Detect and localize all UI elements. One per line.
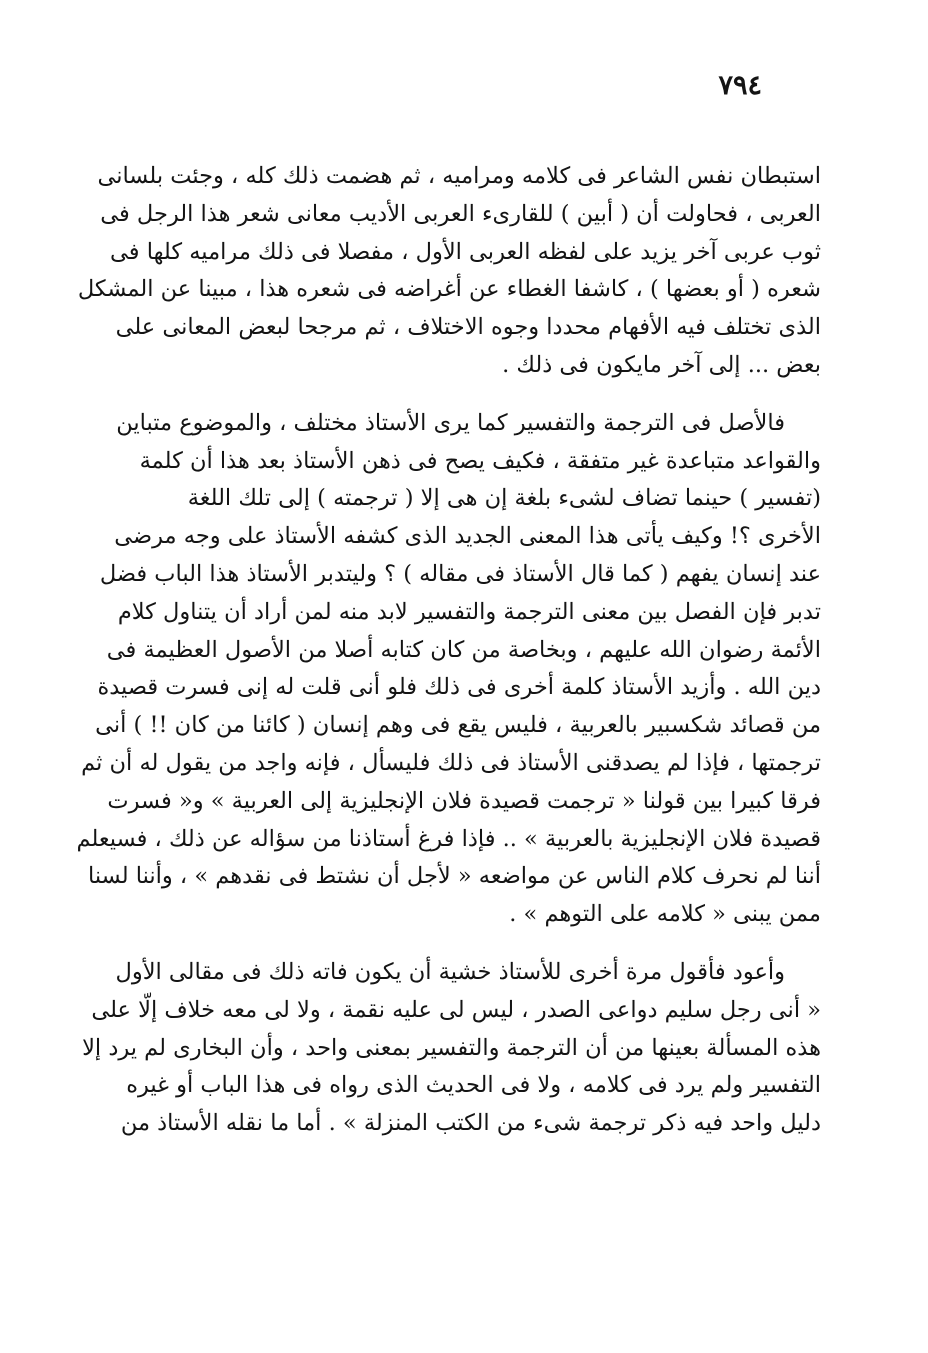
page-number: ٧٩٤	[718, 70, 762, 101]
text-line: الأئمة رضوان الله عليهم ، وبخاصة من كان كتابه أصلا من الأصول العظيمة فى	[106, 636, 821, 663]
text-line: عند إنسان يفهم ( كما قال الأستاذ فى مقاله ) ؟ وليتدبر الأستاذ هذا الباب فضل	[99, 560, 821, 587]
text-line: دليل واحد فيه ذكر ترجمة شىء من الكتب المنزلة » . أما ما نقله الأستاذ من	[120, 1110, 821, 1137]
text-line: وأعود فأقول مرة أخرى للأستاذ خشية أن يكون فاته ذلك فى مقالى الأول	[115, 958, 785, 985]
paragraph-1	[77, 158, 821, 385]
text-line: قصيدة فلان الإنجليزية بالعربية » .. فإذا فرغ أستاذنا من سؤاله عن ذلك ، فسيعلم	[76, 825, 821, 852]
text-line: ترجمتها ، فإذا لم يصدقنى الأستاذ فى ذلك فليسأل ، فإنه واجد من يقول له أن ثم	[81, 749, 821, 776]
text-line: العربى ، فحاولت أن ( أبين ) للقارىء العربى الأديب معانى شعر هذا الرجل فى	[100, 200, 821, 227]
text-line: ممن يبنى « كلامه على التوهم » .	[509, 901, 821, 928]
paragraph-3	[82, 954, 821, 1143]
text-line: الأخرى ؟! وكيف يأتى هذا المعنى الجديد الذى كشفه الأستاذ على وجه مرضى	[114, 523, 821, 550]
text-line: والقواعد متباعدة غير متفقة ، فكيف يصح فى ذهن الأستاذ بعد هذا أن كلمة	[139, 447, 821, 474]
text-line: الذى تختلف فيه الأفهام محددا وجوه الاختلاف ، ثم مرجحا لبعض المعانى على	[115, 314, 821, 341]
text-line: فالأصل فى الترجمة والتفسير كما يرى الأستاذ مختلف ، والموضوع متباين	[116, 409, 785, 436]
text-line: أننا لم نحرف كلام الناس عن مواضعه « لأجل أن نشتط فى نقدهم » ، وأننا لسنا	[88, 863, 821, 890]
text-line: تدبر فإن الفصل بين معنى الترجمة والتفسير لابد منه لمن أراد أن يتناول كلام	[117, 598, 821, 625]
text-line: ثوب عربى آخر يزيد على لفظه العربى الأول ، مفصلا فى ذلك مراميه كلها فى	[110, 238, 821, 265]
text-line: شعره ( أو بعضها ) ، كاشفا الغطاء عن أغراضه فى شعره هذا ، مبينا عن المشكل	[77, 276, 821, 303]
text-line: « أنى رجل سليم دواعى الصدر ، ليس لى عليه نقمة ، ولا لى معه خلاف إلّا على	[91, 996, 821, 1023]
text-line: بعض ... إلى آخر مايكون فى ذلك .	[502, 351, 821, 378]
text-line: استبطان نفس الشاعر فى كلامه ومراميه ، ثم هضمت ذلك كله ، وجئت بلسانى	[97, 163, 821, 189]
paragraph-spacer	[115, 385, 821, 405]
text-line: (تفسير ) حينما تضاف لشىء بلغة إن هى إلا ( ترجمته ) إلى تلك اللغة	[187, 485, 821, 512]
paragraph-spacer	[115, 934, 821, 954]
text-line: التفسير ولم يرد فى كلامه ، ولا فى الحديث الذى رواه فى هذا الباب أو غيره	[126, 1072, 821, 1099]
text-line: دين الله . وأزيد الأستاذ كلمة أخرى فى ذلك فلو أنى قلت له إنى فسرت قصيدة	[97, 674, 821, 701]
body-text	[76, 158, 821, 1143]
text-line: من قصائد شكسبير بالعربية ، فليس يقع فى وهم إنسان ( كائنا من كان !! ) أنى	[95, 712, 821, 739]
text-line: هذه المسألة بعينها من أن الترجمة والتفسير بمعنى واحد ، وأن البخارى لم يرد إلا	[82, 1034, 821, 1061]
text-line: فرقا كبيرا بين قولنا « ترجمت قصيدة فلان الإنجليزية إلى العربية » و« فسرت	[107, 787, 821, 814]
paragraph-2	[76, 405, 821, 934]
